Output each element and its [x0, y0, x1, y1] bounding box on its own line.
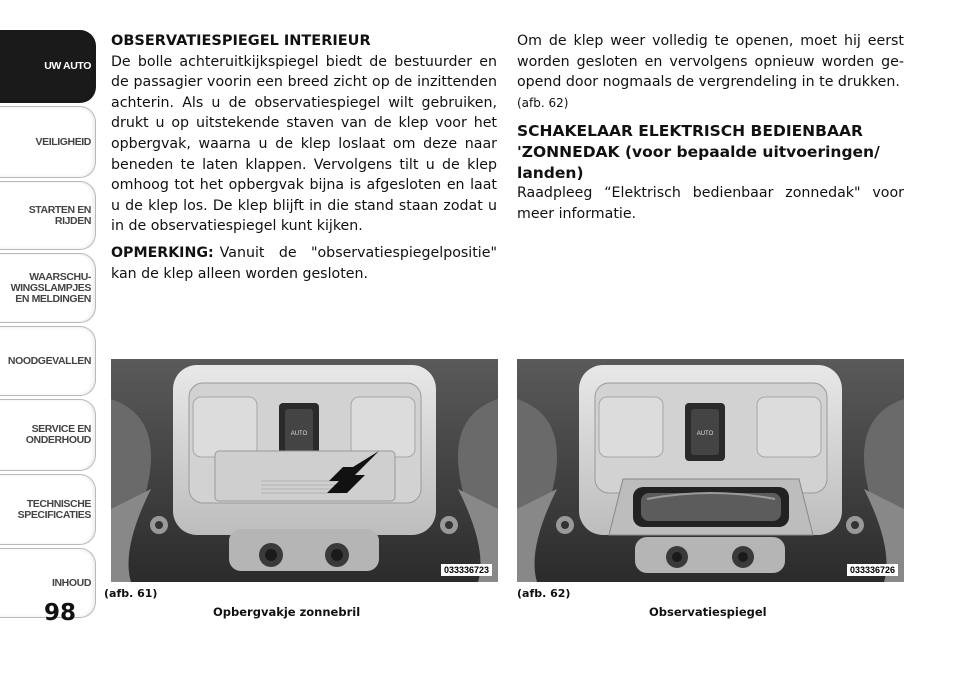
tab-inhoud[interactable]: INHOUD [0, 548, 96, 618]
figure-62-ref: (afb. 62) [517, 587, 571, 600]
figure-61-ref: (afb. 61) [104, 587, 158, 600]
svg-text:AUTO: AUTO [290, 431, 308, 437]
tab-veiligheid[interactable]: VEILIGHEID [0, 106, 96, 178]
tab-noodgevallen[interactable]: NOODGEVALLEN [0, 326, 96, 396]
figure-62-title: Observatiespiegel [649, 605, 767, 619]
section-heading: OBSERVATIESPIEGEL INTERIEUR [111, 33, 371, 49]
svg-text:AUTO: AUTO [696, 431, 714, 437]
sunglasses-bin-illustration [111, 359, 498, 582]
figure-code: 033336723 [441, 564, 492, 576]
figure-62-image [517, 359, 904, 582]
figure-code: 033336726 [847, 564, 898, 576]
left-column [111, 31, 497, 284]
tab-label: STARTEN EN RIJDEN [28, 203, 91, 227]
section-heading: SCHAKELAAR ELEKTRISCH BEDIENBAAR 'ZONNEDAK (voor bepaalde uitvoeringen/ landen) [517, 122, 880, 182]
body-paragraph: Om de klep weer volledig te openen, moet hij eerst worden gesloten en vervolgens opnieuw worden ge-opend door nogmaals de vergrendeling in te drukken. [517, 33, 904, 91]
tab-label: TECHNISCHE SPECIFICATIES [17, 497, 91, 521]
note-text: Vanuit de "observatiespiegelpositie" kan de klep alleen worden gesloten. [111, 244, 497, 282]
note-label: OPMERKING: [111, 244, 214, 261]
tab-starten-en-rijden[interactable] [0, 181, 96, 250]
tab-label: SERVICE EN ONDERHOUD [25, 423, 91, 446]
observation-mirror-illustration [517, 359, 904, 582]
body-paragraph: Raadpleeg “Elektrisch bedienbaar zonnedak" voor meer informatie. [517, 185, 904, 222]
tab-label: WAARSCHU-WINGSLAMPJES EN MELDINGEN [10, 270, 91, 305]
figure-61-image [111, 359, 498, 582]
tab-waarschuwingslampjes[interactable] [0, 253, 96, 323]
tab-uw-auto[interactable]: UW AUTO [0, 30, 96, 103]
note-paragraph [111, 243, 497, 284]
tab-service-en-onderhoud[interactable] [0, 399, 96, 471]
figure-reference: (afb. 62) [517, 95, 569, 110]
right-column [517, 31, 904, 224]
tab-technische-specificaties[interactable] [0, 474, 96, 545]
page-number: 98 [44, 600, 77, 626]
figure-61-title: Opbergvakje zonnebril [213, 605, 361, 619]
body-paragraph: De bolle achteruitkijkspiegel biedt de bestuurder en de passagier voorin een breed zicht op de inzittenden achterin. Als u de observatiespiegel wilt gebruiken, drukt u op uitstekende staven van de klep voor het opbergvak, waarna u de klep loslaat om deze naar beneden te laten klappen. Vervolgens tilt u de klep omhoog tot het opbergvak bijna is afgesloten en laat u de klep los. De klep blijft in die stand staan zodat u in de observatiespiegel kunt kijken. [111, 53, 497, 235]
